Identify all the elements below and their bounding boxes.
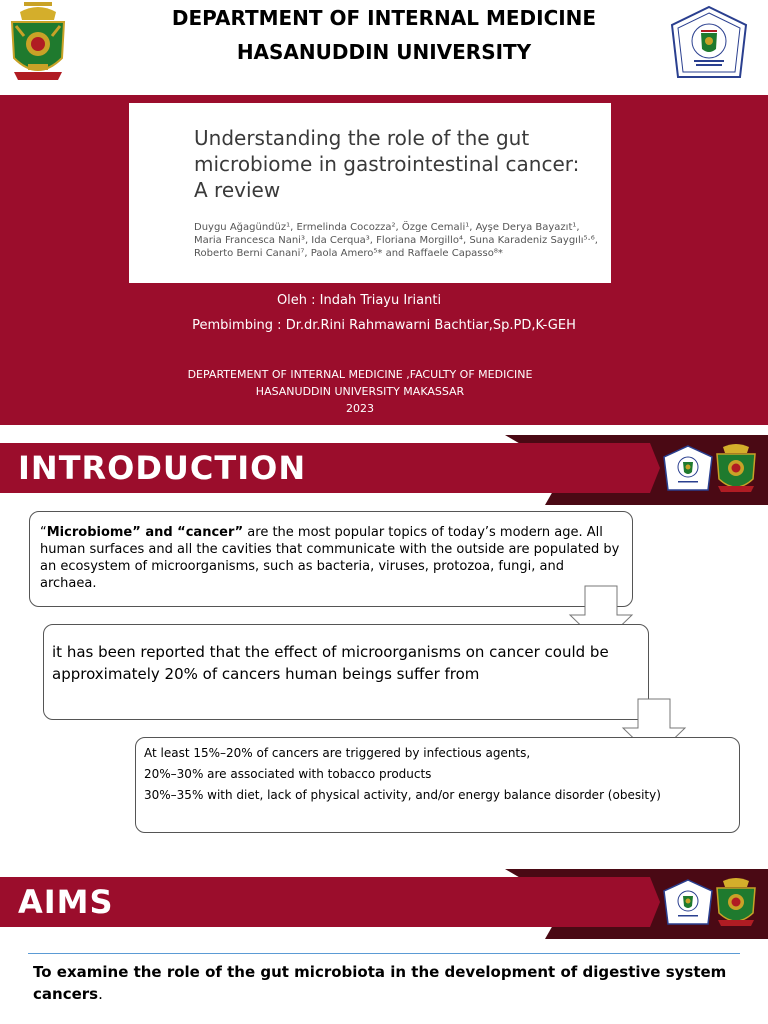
intro-box1-bold: Microbiome” and “cancer” (46, 525, 244, 540)
affiliation-line2: HASANUDDIN UNIVERSITY MAKASSAR (255, 385, 465, 398)
open-quote: “ (40, 525, 47, 540)
introduction-banner (0, 443, 768, 505)
slide-header (0, 0, 768, 95)
aims-text (33, 961, 753, 1005)
unhas-crest-logo-icon (10, 2, 66, 84)
paper-title: Understanding the role of the gut microbiome in gastrointestinal cancer: A review (194, 126, 580, 202)
paper-title-card (129, 103, 611, 283)
header-title-line2: HASANUDDIN UNIVERSITY (236, 40, 532, 64)
crest-logo-icon (715, 875, 757, 929)
presenter-name: Oleh : Indah Triayu Irianti (276, 293, 442, 308)
intro-box2-text: it has been reported that the effect of microorganisms on cancer could be approximately 20% of cancers human beings suffer from (52, 643, 609, 683)
aims-period: . (98, 985, 103, 1003)
intro-box1-text (40, 524, 622, 592)
introduction-heading: INTRODUCTION (18, 449, 307, 487)
cause-infectious: At least 15%–20% of cancers are triggered by infectious agents, (144, 746, 531, 760)
aims-heading: AIMS (18, 883, 114, 921)
supervisor-name: Pembimbing : Dr.dr.Rini Rahmawarni Bachtiar,Sp.PD,K-GEH (192, 318, 576, 333)
intro-box-cancer-causes (135, 737, 740, 833)
cause-diet: 30%–35% with diet, lack of physical activity, and/or energy balance disorder (obesity) (144, 788, 661, 802)
aims-banner (0, 877, 768, 939)
intro-box-cancer-effect (43, 624, 649, 720)
intro-box1-rest: are the most popular topics of today’s modern age. All human surfaces and all the cavities that communicate with the outside are populated by an ecosystem of microorganisms, such as bacteria, viruses, protozoa, fungi, and archaea. (40, 525, 620, 591)
pentagon-shield-logo-icon (663, 879, 713, 925)
header-title-line1: DEPARTMENT OF INTERNAL MEDICINE (171, 6, 597, 30)
crest-logo-icon (715, 441, 757, 495)
aims-divider (28, 953, 740, 954)
pentagon-shield-logo-icon (663, 445, 713, 491)
title-band (0, 95, 768, 425)
unhas-pentagon-shield-logo-icon (670, 5, 748, 80)
affiliation-line1: DEPARTEMENT OF INTERNAL MEDICINE ,FACULTY OF MEDICINE (187, 368, 533, 381)
affiliation-year: 2023 (346, 402, 374, 415)
intro-box-microbiome (29, 511, 633, 607)
paper-authors: Duygu Ağagündüz¹, Ermelinda Cocozza², Özge Cemali¹, Ayşe Derya Bayazıt¹, Maria Francesca Nani³, Ida Cerqua³, Floriana Morgillo⁴, Suna Karadeniz Saygılı⁵·⁶, Roberto Berni Canani⁷, Paola Amero⁵* and Raffaele Capasso⁸* (194, 222, 598, 259)
cause-tobacco: 20%–30% are associated with tobacco products (144, 767, 432, 781)
aims-statement: To examine the role of the gut microbiota in the development of digestive system cancers (33, 963, 727, 1003)
